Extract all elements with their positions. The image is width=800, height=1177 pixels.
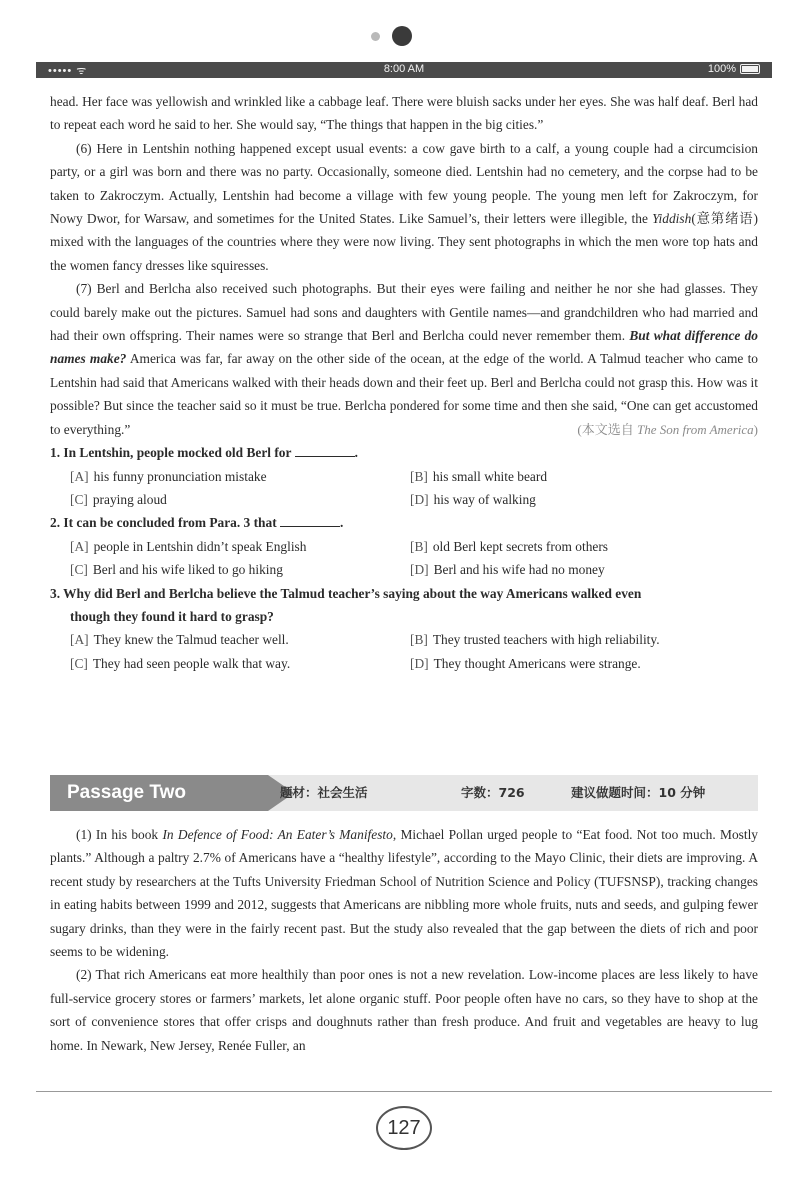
option-c[interactable] [70,488,410,511]
battery-percent: 100% [707,63,736,75]
question-3-options [50,628,758,675]
source-prefix: (本文选自 [577,421,638,437]
passage-two [50,823,758,1057]
answer-blank[interactable] [280,512,340,527]
camera-icon [392,26,412,46]
option-d[interactable] [410,652,750,675]
option-text: They had seen people walk that way. [92,655,291,671]
option-text: They knew the Talmud teacher well. [93,632,289,648]
paragraph-text: In his book [91,827,163,842]
option-letter: [C] [70,491,88,507]
paragraph-number: (7) [76,281,92,297]
question-2-options [50,535,758,582]
source-suffix: ) [753,421,758,437]
page-number: 127 [376,1106,432,1150]
option-c[interactable] [70,558,410,581]
emphasis-question: But what difference do names make? [50,328,758,367]
option-d[interactable] [410,558,750,581]
option-b[interactable] [410,535,750,558]
question-end: . [354,445,358,461]
question-number: 3. [50,585,61,601]
paragraph-text: America was far, far away on the other side of the ocean, at the edge of the world. A Talmud teacher who came to Lentshin had said that Americans walked with their heads down and their feet up. Berl and Berlcha could not grasp this. How was it possible? But since the teacher said so it must be true. Berlcha pondered for some time and then she said, “One can get accustomed to everything.” [50,351,758,437]
option-text: They thought Americans were strange. [433,655,641,671]
question-end: . [340,515,344,531]
question-stem: In Lentshin, people mocked old Berl for [63,445,292,461]
battery-indicator [708,63,760,75]
paragraph-text: , Michael Pollan urged people to “Eat food. Not too much. Mostly plants.” Although a paltry 2.7% of Americans have a “healthy lifestyle”, according to the Mayo Clinic, their diets are improving. A recent study by researchers at the Tufts University Friedman School of Nutrition Science and Policy (TUFSNSP), tracking changes in eating habits between 1999 and 2012, suggests that Americans are nibbling more whole fruits, nuts and seeds, and gulping fewer sugary drinks, than they were in the fairly recent past. But the study also revealed that the gap between the diets of rich and poor seems to be widening. [50,827,758,960]
paragraph-7 [50,277,758,441]
option-text: Berl and his wife had no money [433,562,605,578]
source-title: The Son from America [637,421,754,437]
option-letter: [A] [70,468,89,484]
answer-blank[interactable] [295,442,355,457]
question-number: 2. [50,515,61,531]
option-text: They trusted teachers with high reliability. [432,632,660,648]
paragraph-6 [50,137,758,277]
paragraph-text: mixed with the languages of the countries where they were now living. They sent photographs in which the men wore top hats and the women fancy dresses like squiresses. [50,234,758,273]
option-a[interactable] [70,535,410,558]
topic-label: 题材：社会生活 [280,785,368,800]
passage-two-header [50,775,758,811]
status-bar [36,62,772,78]
option-letter: [D] [410,655,429,671]
option-letter: [B] [410,632,428,648]
question-3 [50,582,758,605]
option-d[interactable] [410,488,750,511]
question-1 [50,441,758,464]
passage-one [50,90,758,675]
source-citation [50,418,758,441]
camera-sensor-icon [371,32,380,41]
paragraph-5-end: head. Her face was yellowish and wrinkled like a cabbage leaf. There were bluish sacks under her eyes. She was half deaf. Berl had to repeat each word he said to her. She would say, “The things that happen in the big cities.” [50,94,758,133]
question-2 [50,511,758,534]
page-divider [36,1091,772,1092]
question-stem: It can be concluded from Para. 3 that [63,515,277,531]
option-text: Berl and his wife liked to go hiking [92,562,283,578]
question-1-options [50,465,758,512]
paragraph-1 [50,823,758,963]
paragraph-text: Here in Lentshin nothing happened except usual events: a cow gave birth to a calf, a young couple had a circumcision party, or a girl was born and there was no party. Occasionally, someone died. Lentshin had no cemetery, and the corpse had to be taken to Zakroczym. Actually, Lentshin had become a village with few young people. The young men left for Zakroczym, for Nowy Dwor, for Warsaw, and sometimes for the United States. Like Samuel’s, their letters were illegible, the [50,140,758,227]
option-c[interactable] [70,652,410,675]
option-letter: [A] [70,538,89,554]
paragraph-number: (2) [76,967,92,983]
option-text: his small white beard [432,468,548,484]
question-number: 1. [50,445,61,461]
book-title: In Defence of Food: An Eater’s Manifesto [162,827,393,842]
option-b[interactable] [410,628,750,651]
paragraph-text: That rich Americans eat more healthily than poor ones is not a new revelation. Low-income places are less likely to have full-service grocery stores or farmers’ markets, let alone organic stuff. Poor people often have no cars, so they have to shop at the sort of convenience stores that offer crisps and doughnuts rather than fresh produce. And fruit and vegetables are heavy to lug home. In Newark, New Jersey, Renée Fuller, an [50,967,758,1053]
question-stem: Why did Berl and Berlcha believe the Talmud teacher’s saying about the way Americans walked even [63,585,642,601]
paragraph-number: (6) [76,140,92,156]
paragraph-number: (1) [76,827,92,842]
option-letter: [B] [410,468,428,484]
option-text: his funny pronunciation mistake [93,468,267,484]
option-text: old Berl kept secrets from others [432,538,609,554]
option-a[interactable] [70,628,410,651]
status-time: 8:00 AM [383,63,425,75]
option-text: praying aloud [92,491,167,507]
option-a[interactable] [70,465,410,488]
yiddish-gloss: (意第绪语) [691,211,759,227]
option-letter: [D] [410,562,429,578]
tablet-frame [0,0,800,60]
battery-icon [740,64,760,74]
option-text: people in Lentshin didn’t speak English [93,538,307,554]
option-letter: [B] [410,538,428,554]
option-letter: [D] [410,491,429,507]
word-count: 字数：726 [461,785,525,800]
yiddish-term: Yiddish [652,211,692,227]
option-letter: [A] [70,632,89,648]
option-letter: [C] [70,562,88,578]
question-3-stem-cont: though they found it hard to grasp? [70,608,274,624]
paragraph-text: Berl and Berlcha also received such photographs. But their eyes were failing and neither he nor she had glasses. They could barely make out the pictures. Samuel had sons and daughters with Gentile names—and grandchildren who had married and had their own offspring. Their names were so strange that Berl and Berlcha could never remember them. [50,281,758,344]
option-letter: [C] [70,655,88,671]
passage-two-title: Passage Two [50,775,268,811]
option-text: his way of walking [433,491,536,507]
paragraph-2 [50,963,758,1057]
option-b[interactable] [410,465,750,488]
suggested-time: 建议做题时间：10 分钟 [571,785,706,800]
signal-indicator: ••••• ᯤ [48,65,88,77]
